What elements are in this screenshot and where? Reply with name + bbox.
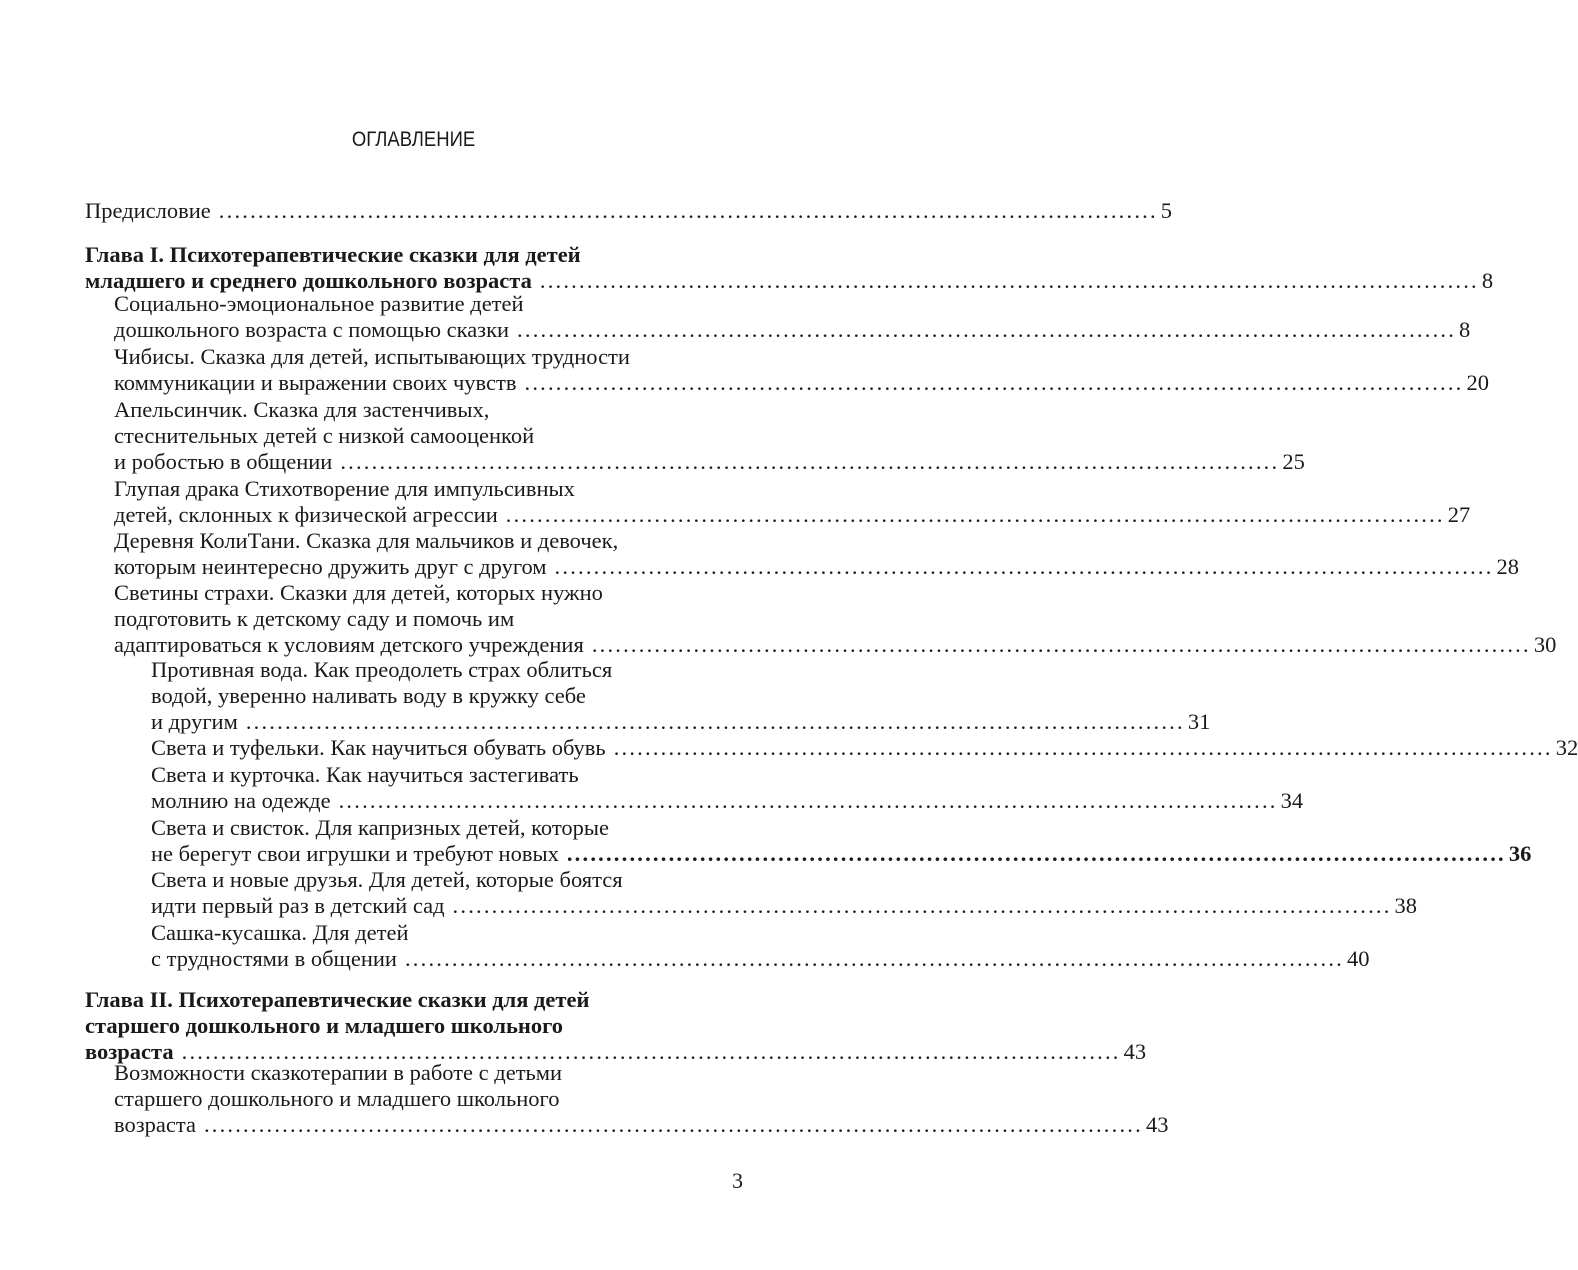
toc-entry-line: Света и новые друзья. Для детей, которые боятся (151, 867, 623, 892)
toc-entry-line: Противная вода. Как преодолеть страх облиться (151, 657, 613, 682)
toc-entry-preface[interactable] (85, 198, 1173, 224)
toc-entry-social-emotional[interactable] (114, 291, 1471, 343)
leader-dots: ........................................................................................................................ (340, 448, 1280, 474)
toc-page-number: 36 (1508, 840, 1532, 866)
toc-entry-line: и другим (151, 708, 238, 734)
toc-page-number: 32 (1555, 735, 1578, 760)
toc-entry-derevnya[interactable] (114, 528, 1520, 580)
toc-page-number: 27 (1447, 501, 1471, 527)
toc-page-number: 5 (1160, 198, 1173, 223)
toc-entry-sveta-tufelki[interactable] (151, 735, 1578, 761)
toc-entry-line: младшего и среднего дошкольного возраста (85, 267, 532, 293)
toc-entry-line: Глупая драка Стихотворение для импульсивных (114, 476, 575, 501)
toc-entry-line: возраста (114, 1111, 196, 1137)
toc-page-number: 8 (1459, 316, 1471, 342)
toc-entry-line: молнию на одежде (151, 787, 331, 813)
leader-dots: ........................................................................................................................ (218, 198, 1158, 223)
toc-entry-line: Деревня КолиТани. Сказка для мальчиков и девочек, (114, 528, 619, 553)
page-heading: ОГЛАВЛЕНИЕ (351, 128, 476, 151)
toc-entry-line: подготовить к детскому саду и помочь им (114, 605, 515, 631)
leader-dots: ........................................................................................................................ (539, 267, 1479, 293)
toc-entry-line: возраста (85, 1038, 174, 1064)
toc-entry-sveta-kurtochka[interactable] (151, 762, 1304, 814)
toc-entry-line: с трудностями в общении (151, 945, 397, 971)
toc-entry-chapter-1[interactable] (85, 242, 1494, 294)
toc-page-number: 38 (1394, 892, 1418, 918)
toc-entry-line: коммуникации и выражении своих чувств (114, 369, 517, 395)
toc-entry-line: Предисловие (85, 198, 211, 223)
toc-entry-line: и робостью в общении (114, 448, 333, 474)
leader-dots: ........................................................................................................................ (181, 1038, 1121, 1064)
leader-dots: ........................................................................................................................ (203, 1111, 1143, 1137)
toc-entry-vozmozhnosti[interactable] (114, 1060, 1169, 1137)
toc-entry-chibisy[interactable] (114, 344, 1489, 396)
toc-page-number: 34 (1280, 787, 1304, 813)
toc-entry-sveta-svistok[interactable] (151, 815, 1532, 867)
leader-dots: ........................................................................................................................ (452, 892, 1392, 918)
leader-dots: ........................................................................................................................ (245, 708, 1185, 734)
toc-entry-line: Глава I. Психотерапевтические сказки для детей (85, 242, 581, 267)
leader-dots: ........................................................................................................................ (566, 840, 1506, 866)
toc-page-number: 25 (1282, 448, 1305, 474)
toc-entry-line: старшего дошкольного и младшего школьного (85, 1012, 564, 1038)
toc-entry-line: Света и свисток. Для капризных детей, которые (151, 815, 609, 840)
toc-page-number: 43 (1145, 1111, 1169, 1137)
leader-dots: ........................................................................................................................ (517, 316, 1457, 342)
toc-entry-line: Чибисы. Сказка для детей, испытывающих трудности (114, 344, 630, 369)
leader-dots: ........................................................................................................................ (613, 735, 1553, 760)
toc-entry-line: стеснительных детей с низкой самооценкой (114, 422, 535, 448)
toc-entry-line: Света и курточка. Как научиться застегивать (151, 762, 579, 787)
toc-entry-line: Светины страхи. Сказки для детей, которых нужно (114, 580, 603, 605)
toc-entry-line: Света и туфельки. Как научиться обувать обувь (151, 735, 606, 760)
leader-dots: ........................................................................................................................ (524, 369, 1464, 395)
toc-entry-line: Возможности сказкотерапии в работе с детьми (114, 1060, 563, 1085)
leader-dots: ........................................................................................................................ (591, 631, 1531, 657)
toc-entry-line: Апельсинчик. Сказка для застенчивых, (114, 397, 490, 422)
toc-entry-line: водой, уверенно наливать воду в кружку себе (151, 682, 586, 708)
toc-entry-line: не берегут свои игрушки и требуют новых (151, 840, 559, 866)
leader-dots: ........................................................................................................................ (338, 787, 1278, 813)
toc-page-number: 40 (1346, 945, 1370, 971)
toc-entry-line: Глава II. Психотерапевтические сказки для детей (85, 987, 590, 1012)
toc-entry-line: идти первый раз в детский сад (151, 892, 445, 918)
toc-entry-line: Сашка-кусашка. Для детей (151, 920, 409, 945)
toc-entry-line: детей, склонных к физической агрессии (114, 501, 498, 527)
toc-page-number: 28 (1496, 553, 1520, 579)
toc-entry-sashka-kusashka[interactable] (151, 920, 1370, 972)
toc-page-number: 43 (1123, 1038, 1147, 1064)
toc-page-number: 31 (1187, 708, 1211, 734)
toc-entry-glupaya-draka[interactable] (114, 476, 1471, 528)
toc-entry-protivnaya-voda[interactable] (151, 657, 1211, 734)
leader-dots: ........................................................................................................................ (554, 553, 1494, 579)
toc-entry-line: адаптироваться к условиям детского учреждения (114, 631, 584, 657)
leader-dots: ........................................................................................................................ (505, 501, 1445, 527)
toc-entry-svetiny-strakhi[interactable] (114, 580, 1557, 657)
leader-dots: ........................................................................................................................ (404, 945, 1344, 971)
toc-entry-apelsinchik[interactable] (114, 397, 1305, 474)
toc-page-number: 30 (1533, 631, 1557, 657)
toc-entry-line: старшего дошкольного и младшего школьного (114, 1085, 560, 1111)
toc-page-number: 20 (1466, 369, 1489, 395)
toc-entry-sveta-druzya[interactable] (151, 867, 1418, 919)
toc-entry-chapter-2[interactable] (85, 987, 1147, 1064)
page-number: 3 (732, 1168, 743, 1193)
toc-entry-line: дошкольного возраста с помощью сказки (114, 316, 510, 342)
toc-entry-line: которым неинтересно дружить друг с другом (114, 553, 547, 579)
toc-entry-line: Социально-эмоциональное развитие детей (114, 291, 524, 316)
toc-page-number: 8 (1481, 267, 1494, 293)
